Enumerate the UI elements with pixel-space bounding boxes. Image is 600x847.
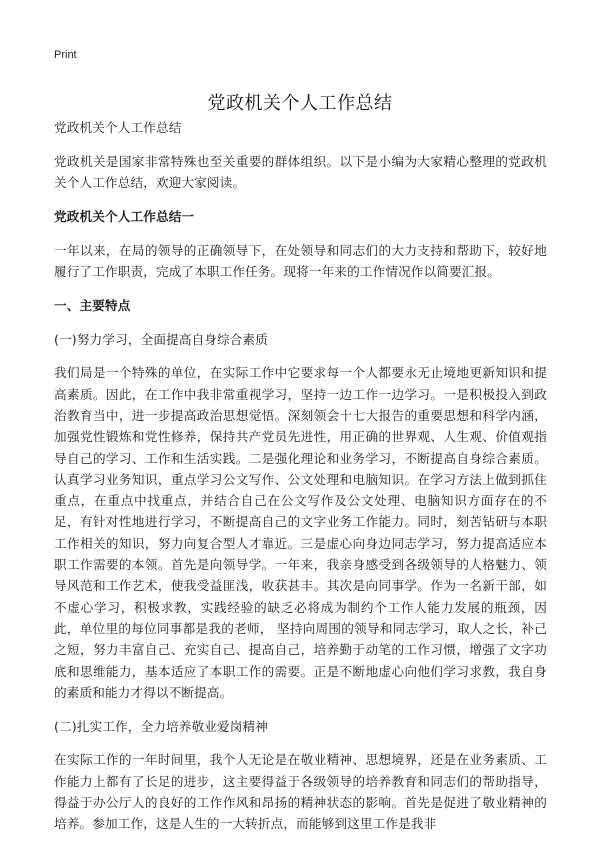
main-heading: 一、主要特点 [54,297,131,313]
work-paragraph: 在实际工作的一年时间里，我个人无论是在敬业精神、思想境界，还是在业务素质、工作能力上都有了长足的进步，这主要得益于各级领导的培养教育和同志们的帮助指导，得益于办公厅人的良好的工作作风和昂扬的精神状态的影响。首先是促进了敬业精神的培养。参加工作，这是人生的一大转折点，而能够到这里工作是我非 [54,752,547,832]
study-paragraph: 我们局是一个特殊的单位，在实际工作中它要求每一个人都要永无止境地更新知识和提高素质。因此，在工作中我非常重视学习，坚持一边工作一边学习。一是积极投入到政治教育当中，进一步提高政治思想觉悟。深刻领会十七大报告的重要思想和科学内涵，加强党性锻炼和党性修养，保持共产党员先进性，用正确的世界观、人生观、价值观指导自己的学习、工作和生活实践。二是强化理论和业务学习，不断提高自身综合素质。认真学习业务知识，重点学习公文写作、公文处理和电脑知识。在学习方法上做到抓住重点，在重点中找重点，并结合自己在公文写作及公文处理、电脑知识方面存在的不足，有针对性地进行学习，不断提高自己的文字业务工作能力。同时，刻苦钻研与本职工作相关的知识，努力向复合型人才靠近。三是虚心向身边同志学习，努力提高适应本职工作需要的本领。首先是向领导学。一年来，我亲身感受到各级领导的人格魅力、领导风范和工作艺术，使我受益匪浅，收获甚丰。其次是向同事学。作为一名新干部，如不虚心学习，积极求教，实践经验的缺乏必将成为制约个工作人能力发展的瓶颈，因此，单位里的每位同事都是我的老师， 坚持向周围的领导和同志学习，取人之长，补己之短，努力丰富自己、充实自己、提高自己，培养勤于动笔的工作习惯，增强了文字功底和思维能力，基本适应了本职工作的需要。正是不断地虚心向他们学习求教，我自身的素质和能力才得以不断提高。 [54,365,547,700]
subheading-work: (二)扎实工作，全力培养敬业爱岗精神 [54,718,269,734]
document-title: 党政机关个人工作总结 [207,93,393,115]
document-subtitle: 党政机关个人工作总结 [54,120,182,135]
section-title: 党政机关个人工作总结一 [54,208,195,224]
subheading-study: (一)努力学习，全面提高自身综合素质 [54,331,269,347]
intro-paragraph: 党政机关是国家非常特殊也至关重要的群体组织。以下是小编为大家精心整理的党政机关个人工作总结，欢迎大家阅读。 [54,153,547,191]
print-link[interactable]: Print [54,49,77,61]
document-body [54,117,547,847]
opening-paragraph: 一年以来，在局的领导的正确领导下，在处领导和同志们的大力支持和帮助下，较好地履行了工作职责，完成了本职工作任务。现将一年来的工作情况作以简要汇报。 [54,242,547,279]
